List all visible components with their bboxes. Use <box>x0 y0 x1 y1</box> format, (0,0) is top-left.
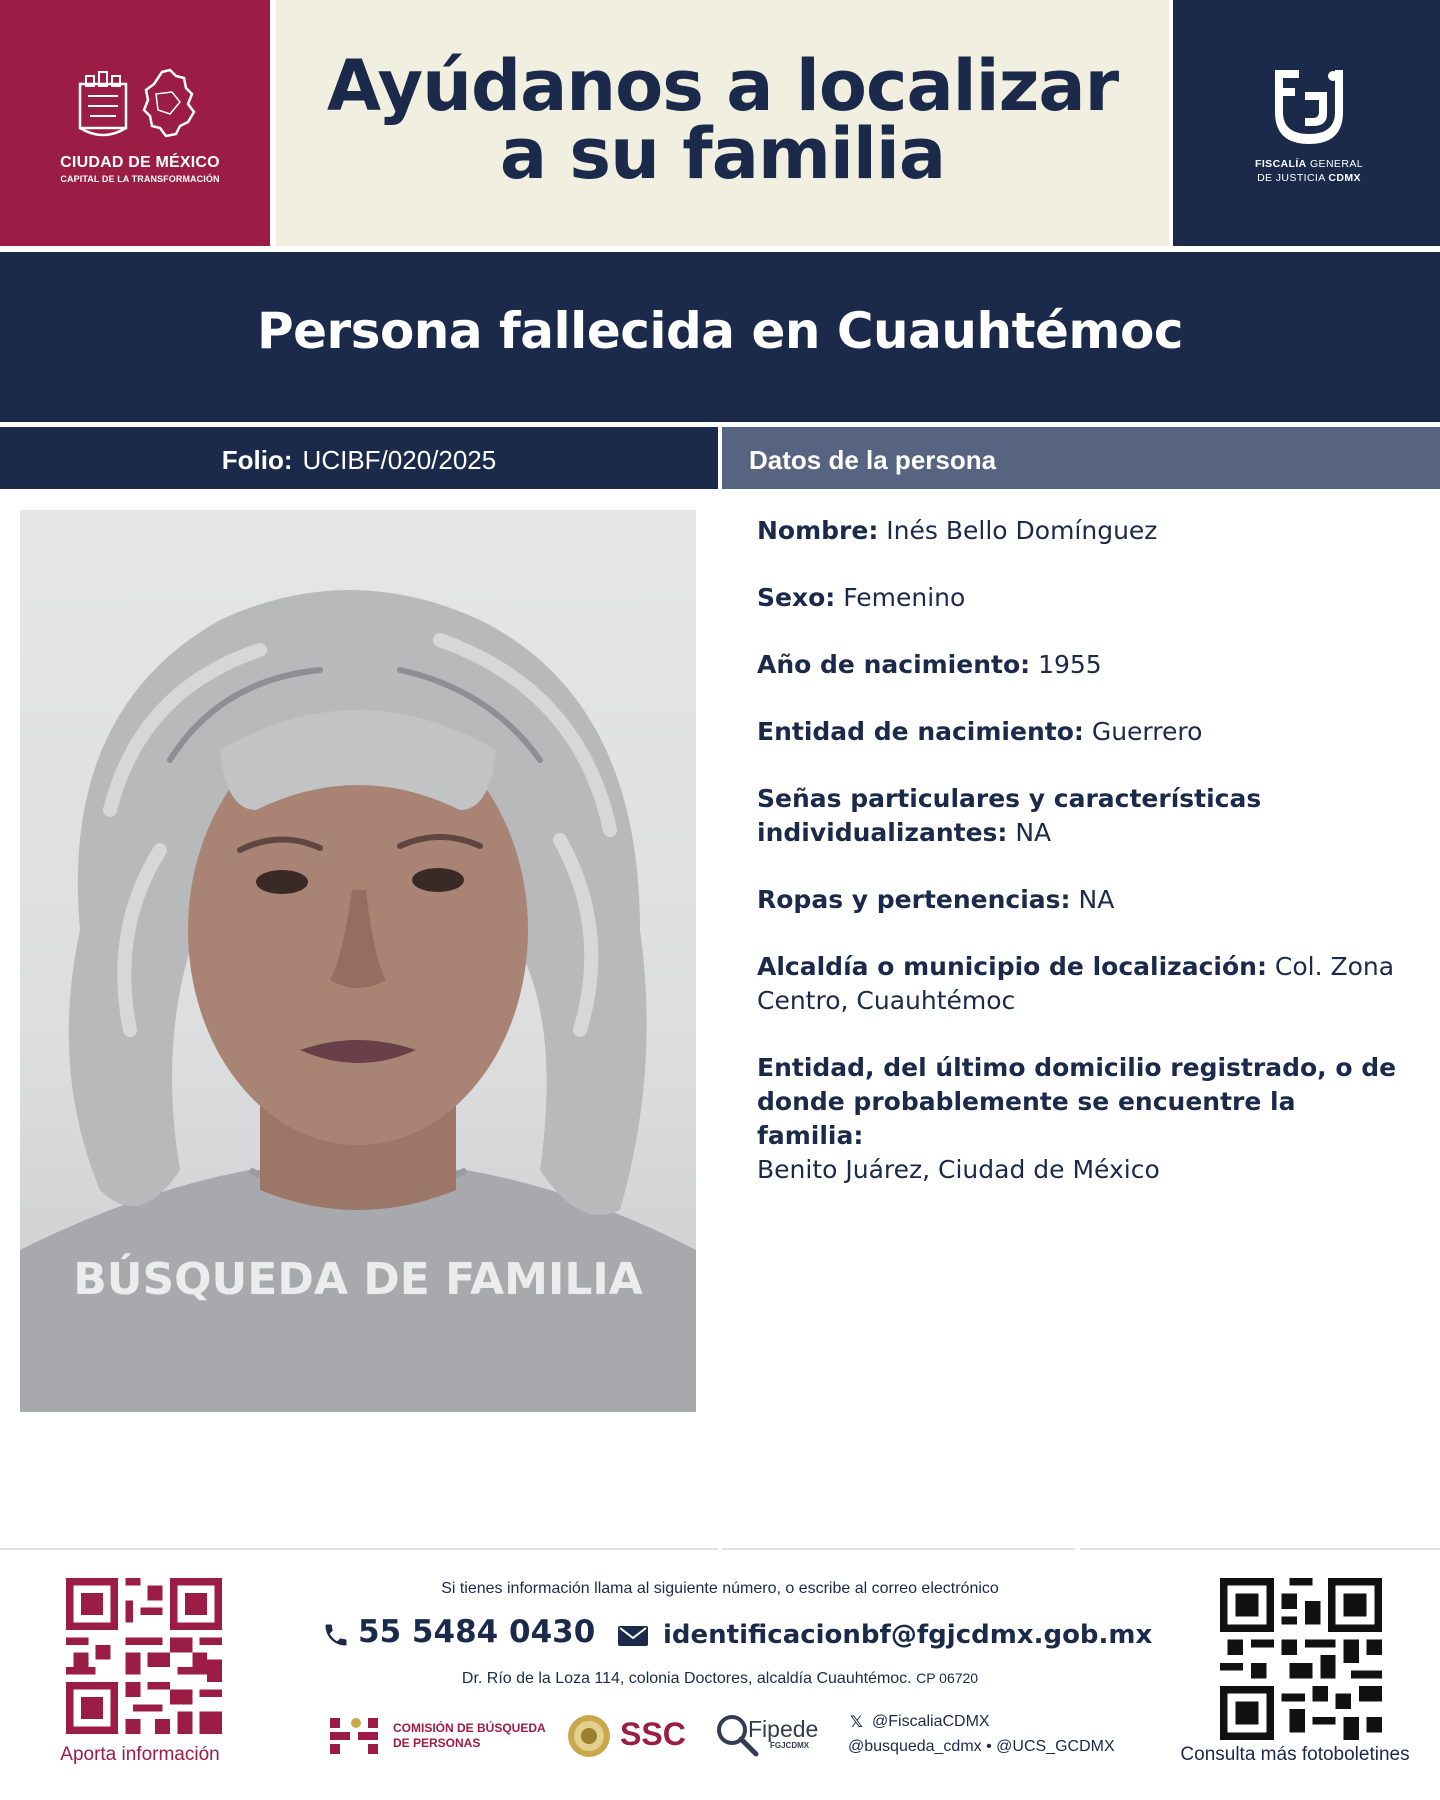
qr-code-left[interactable] <box>66 1578 222 1734</box>
field-alcaldia-localizacion: Alcaldía o municipio de localización: Col. Zona Centro, Cuauhtémoc <box>757 952 1395 1015</box>
fgj-name-line-2: DE JUSTICIA CDMX <box>1257 172 1361 184</box>
person-photo <box>20 510 696 1412</box>
social-x-handle[interactable]: @FiscaliaCDMX <box>872 1713 990 1730</box>
qr-right-caption[interactable]: Consulta más fotoboletines <box>1180 1744 1410 1765</box>
fgj-emblem-icon <box>1249 62 1369 154</box>
contact-phone[interactable]: 55 5484 0430 <box>358 1614 596 1650</box>
cdmx-emblem-icon <box>60 66 220 150</box>
cdmx-name: CIUDAD DE MÉXICO <box>60 154 220 171</box>
fipede-subtext: FGJCDMX <box>770 1741 810 1750</box>
cbp-text: COMISIÓN DE BÚSQUEDA DE PERSONAS <box>393 1721 546 1750</box>
cdmx-subtitle: CAPITAL DE LA TRANSFORMACIÓN <box>60 174 220 184</box>
ssc-text: SSC <box>620 1716 686 1752</box>
field-nombre: Nombre: Inés Bello Domínguez <box>757 516 1158 545</box>
banner-title: Persona fallecida en Cuauhtémoc <box>256 302 1183 360</box>
page-title <box>276 45 1169 195</box>
cdmx-logo <box>60 66 220 196</box>
title-line-1: Ayúdanos a localizar <box>326 45 1119 127</box>
x-social-icon: 𝕏 <box>850 1712 863 1731</box>
field-entidad-nacimiento: Entidad de nacimiento: Guerrero <box>757 717 1203 746</box>
footer-divider <box>1080 1548 1440 1550</box>
fgj-name-line-1: FISCALÍA GENERAL <box>1255 158 1363 170</box>
folio-label: Folio: <box>221 445 293 475</box>
header-fgj-panel <box>1173 0 1440 246</box>
title-line-2: a su familia <box>499 113 946 195</box>
subtitle-banner <box>0 252 1440 422</box>
mail-icon <box>618 1626 648 1646</box>
header-cdmx-panel <box>0 0 270 246</box>
qr-left-caption[interactable]: Aporta información <box>60 1744 220 1765</box>
social-handles[interactable]: @busqueda_cdmx • @UCS_GCDMX <box>848 1738 1115 1755</box>
contact-intro: Si tienes información llama al siguiente número, o escribe al correo electrónico <box>441 1580 999 1597</box>
header-title-panel <box>276 0 1169 246</box>
contact-address: Dr. Río de la Loza 114, colonia Doctores, alcaldía Cuauhtémoc. CP 06720 <box>461 1670 979 1687</box>
ssc-badge-icon <box>566 1712 612 1760</box>
contact-email[interactable]: identificacionbf@fgjcdmx.gob.mx <box>663 1620 1153 1650</box>
folio-text <box>0 445 718 476</box>
field-sexo: Sexo: Femenino <box>757 583 966 612</box>
qr-code-right[interactable] <box>1220 1578 1382 1740</box>
photo-watermark: BÚSQUEDA DE FAMILIA <box>73 1254 643 1305</box>
folio-bar <box>0 427 718 489</box>
field-ultimo-domicilio: Entidad, del último domicilio registrado, o de donde probablemente se encuentre la familia: Benito Juárez, Ciudad de México <box>757 1053 1397 1184</box>
field-ano-nacimiento: Año de nacimiento: 1955 <box>757 650 1102 679</box>
datos-heading: Datos de la persona <box>749 445 997 475</box>
fipede-text: Fipede <box>748 1716 819 1742</box>
datos-bar <box>722 427 1440 489</box>
fgj-logo <box>1249 62 1369 192</box>
field-senas-particulares: Señas particulares y características individualizantes: NA <box>757 784 1262 847</box>
cbp-logo-icon <box>328 1716 384 1756</box>
phone-icon <box>322 1620 350 1650</box>
footer-divider <box>722 1548 1075 1550</box>
person-data-list <box>757 514 1407 1220</box>
footer-divider <box>0 1548 718 1550</box>
field-ropas-pertenencias: Ropas y pertenencias: NA <box>757 885 1115 914</box>
folio-value: UCIBF/020/2025 <box>302 445 497 475</box>
